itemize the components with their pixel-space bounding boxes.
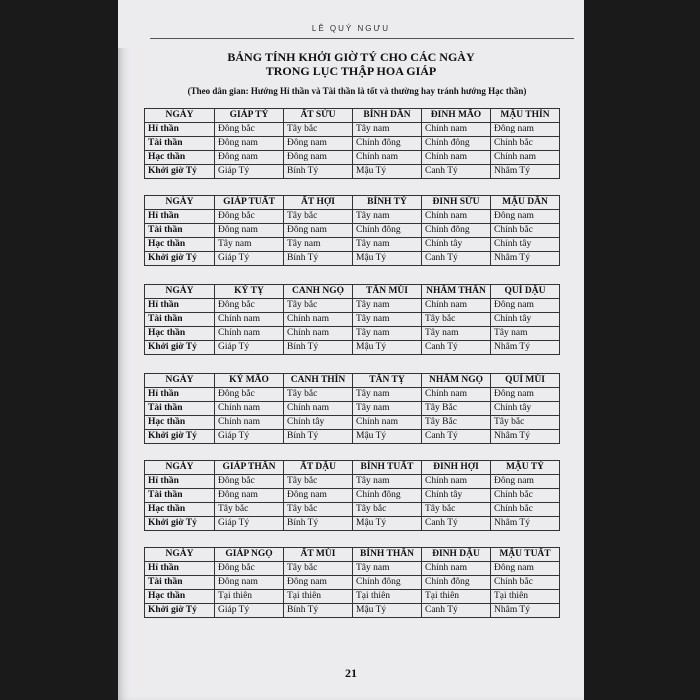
direction-cell: Canh Tý — [422, 604, 491, 618]
direction-cell: Đông nam — [284, 576, 353, 590]
direction-cell: Tây bắc — [284, 123, 353, 137]
row-label: Khởi giờ Tý — [145, 517, 215, 531]
day-header-row — [145, 109, 560, 123]
direction-cell: Bính Tý — [284, 604, 353, 618]
direction-cell: Đông nam — [491, 388, 560, 402]
direction-cell: Giáp Tý — [215, 252, 284, 266]
direction-cell: Chính nam — [215, 313, 284, 327]
day-table — [144, 108, 560, 179]
direction-cell: Tây bắc — [491, 416, 560, 430]
direction-cell: Đông nam — [284, 151, 353, 165]
day-name-cell: BÍNH TÝ — [353, 196, 422, 210]
direction-cell: Đông nam — [215, 224, 284, 238]
day-name-cell: MẬU DẦN — [491, 196, 560, 210]
row-label: Tài thần — [145, 576, 215, 590]
day-table — [144, 547, 560, 618]
direction-cell: Đông nam — [215, 489, 284, 503]
row-label: Hỉ thần — [145, 299, 215, 313]
row-label: Hạc thần — [145, 151, 215, 165]
day-name-cell: ĐINH SỬU — [422, 196, 491, 210]
direction-cell: Đông bắc — [215, 123, 284, 137]
row-label: Hạc thần — [145, 327, 215, 341]
direction-cell: Đông nam — [491, 123, 560, 137]
day-table — [144, 195, 560, 266]
hi-than-row — [145, 562, 560, 576]
direction-cell: Chính nam — [422, 388, 491, 402]
tai-than-row — [145, 402, 560, 416]
row-label: Khởi giờ Tý — [145, 430, 215, 444]
direction-cell: Chính nam — [422, 562, 491, 576]
khoi-gio-ty-row — [145, 165, 560, 179]
direction-cell: Đông nam — [215, 137, 284, 151]
day-name-cell: BÍNH TUẤT — [353, 461, 422, 475]
direction-cell: Chính nam — [422, 151, 491, 165]
row-label: NGÀY — [145, 548, 215, 562]
day-name-cell: GIÁP THÂN — [215, 461, 284, 475]
direction-cell: Chính đông — [353, 224, 422, 238]
day-name-cell: ĐINH MÃO — [422, 109, 491, 123]
direction-cell: Đông nam — [284, 224, 353, 238]
direction-cell: Nhâm Tý — [491, 430, 560, 444]
khoi-gio-ty-row — [145, 341, 560, 355]
row-label: Hạc thần — [145, 416, 215, 430]
direction-cell: Chính tây — [422, 489, 491, 503]
direction-cell: Chính bắc — [491, 224, 560, 238]
direction-cell: Tây nam — [215, 238, 284, 252]
tai-than-row — [145, 489, 560, 503]
row-label: NGÀY — [145, 196, 215, 210]
day-name-cell: CANH NGỌ — [284, 285, 353, 299]
direction-cell: Mậu Tý — [353, 517, 422, 531]
tai-than-row — [145, 137, 560, 151]
direction-cell: Chính nam — [353, 416, 422, 430]
day-table — [144, 460, 560, 531]
row-label: NGÀY — [145, 461, 215, 475]
direction-cell: Canh Tý — [422, 165, 491, 179]
hi-than-row — [145, 210, 560, 224]
row-label: NGÀY — [145, 374, 215, 388]
day-header-row — [145, 196, 560, 210]
direction-cell: Đông nam — [284, 489, 353, 503]
day-name-cell: TÂN MÙI — [353, 285, 422, 299]
day-name-cell: NHÂM NGỌ — [422, 374, 491, 388]
day-name-cell: QUÍ DẬU — [491, 285, 560, 299]
direction-cell: Tây bắc — [284, 210, 353, 224]
day-name-cell: ẤT SỬU — [284, 109, 353, 123]
direction-cell: Nhâm Tý — [491, 341, 560, 355]
day-name-cell: ĐINH HỢI — [422, 461, 491, 475]
direction-cell: Canh Tý — [422, 517, 491, 531]
direction-cell: Chính bắc — [491, 503, 560, 517]
hac-than-row — [145, 416, 560, 430]
direction-cell: Tây nam — [491, 327, 560, 341]
direction-cell: Chính tây — [284, 416, 353, 430]
direction-cell: Tây nam — [353, 388, 422, 402]
direction-cell: Bính Tý — [284, 517, 353, 531]
title-line-2: TRONG LỤC THẬP HOA GIÁP — [265, 64, 437, 78]
direction-cell: Tây Bắc — [422, 416, 491, 430]
direction-cell: Tây bắc — [284, 299, 353, 313]
direction-cell: Chính nam — [284, 313, 353, 327]
direction-cell: Tại thiên — [215, 590, 284, 604]
hac-than-row — [145, 238, 560, 252]
direction-cell: Tây nam — [353, 562, 422, 576]
day-name-cell: MẬU TUẤT — [491, 548, 560, 562]
hi-than-row — [145, 299, 560, 313]
header-rule — [150, 38, 574, 39]
day-name-cell: MẬU TÝ — [491, 461, 560, 475]
row-label: Tài thần — [145, 402, 215, 416]
direction-cell: Chính tây — [491, 313, 560, 327]
row-label: Hỉ thần — [145, 123, 215, 137]
direction-cell: Chính nam — [215, 416, 284, 430]
direction-cell: Giáp Tý — [215, 430, 284, 444]
direction-cell: Canh Tý — [422, 252, 491, 266]
folk-note: (Theo dân gian: Hướng Hỉ thần và Tài thần là tốt và thường hay tránh hướng Hạc thần) — [187, 86, 527, 96]
row-label: Tài thần — [145, 137, 215, 151]
direction-cell: Mậu Tý — [353, 430, 422, 444]
direction-cell: Chính nam — [491, 151, 560, 165]
day-name-cell: ẤT DẬU — [284, 461, 353, 475]
direction-cell: Nhâm Tý — [491, 165, 560, 179]
day-name-cell: GIÁP TÝ — [215, 109, 284, 123]
direction-cell: Đông nam — [491, 475, 560, 489]
direction-cell: Đông nam — [491, 210, 560, 224]
day-name-cell: ẤT HỢI — [284, 196, 353, 210]
row-label: Khởi giờ Tý — [145, 604, 215, 618]
row-label: NGÀY — [145, 109, 215, 123]
direction-cell: Tây nam — [353, 210, 422, 224]
tai-than-row — [145, 313, 560, 327]
direction-cell: Đông nam — [491, 562, 560, 576]
tai-than-row — [145, 576, 560, 590]
direction-cell: Chính đông — [422, 224, 491, 238]
day-table — [144, 373, 560, 444]
row-label: Hạc thần — [145, 590, 215, 604]
tai-than-row — [145, 224, 560, 238]
direction-cell: Chính nam — [215, 327, 284, 341]
day-header-row — [145, 548, 560, 562]
row-label: Hỉ thần — [145, 388, 215, 402]
khoi-gio-ty-row — [145, 252, 560, 266]
direction-cell: Bính Tý — [284, 430, 353, 444]
direction-cell: Giáp Tý — [215, 517, 284, 531]
direction-cell: Tây bắc — [284, 388, 353, 402]
direction-cell: Chính bắc — [491, 576, 560, 590]
direction-cell: Tại thiên — [284, 590, 353, 604]
direction-cell: Chính đông — [353, 576, 422, 590]
direction-cell: Giáp Tý — [215, 604, 284, 618]
row-label: Khởi giờ Tý — [145, 252, 215, 266]
direction-cell: Nhâm Tý — [491, 252, 560, 266]
direction-cell: Tây bắc — [284, 562, 353, 576]
direction-cell: Chính nam — [422, 123, 491, 137]
day-name-cell: GIÁP TUẤT — [215, 196, 284, 210]
direction-cell: Chính bắc — [491, 489, 560, 503]
direction-cell: Tây bắc — [422, 313, 491, 327]
running-head: LÊ QUÝ NGƯU — [311, 24, 391, 33]
page-header — [118, 0, 584, 48]
hac-than-row — [145, 590, 560, 604]
row-label: Hạc thần — [145, 503, 215, 517]
title-line-1: BẢNG TÍNH KHỞI GIỜ TÝ CHO CÁC NGÀY — [227, 50, 475, 64]
day-name-cell: GIÁP NGỌ — [215, 548, 284, 562]
direction-cell: Chính nam — [422, 299, 491, 313]
day-name-cell: MẬU THÌN — [491, 109, 560, 123]
day-header-row — [145, 374, 560, 388]
day-header-row — [145, 285, 560, 299]
direction-cell: Đông bắc — [215, 210, 284, 224]
day-name-cell: NHÂM THÂN — [422, 285, 491, 299]
direction-cell: Tại thiên — [353, 590, 422, 604]
direction-cell: Mậu Tý — [353, 604, 422, 618]
hi-than-row — [145, 123, 560, 137]
day-name-cell: TÂN TỴ — [353, 374, 422, 388]
direction-cell: Bính Tý — [284, 252, 353, 266]
direction-cell: Đông nam — [284, 137, 353, 151]
day-name-cell: KỶ MÃO — [215, 374, 284, 388]
direction-cell: Chính nam — [422, 210, 491, 224]
hi-than-row — [145, 475, 560, 489]
direction-cell: Tây Bắc — [422, 402, 491, 416]
direction-cell: Bính Tý — [284, 341, 353, 355]
row-label: Hỉ thần — [145, 475, 215, 489]
direction-cell: Tây nam — [422, 327, 491, 341]
direction-cell: Canh Tý — [422, 430, 491, 444]
direction-cell: Chính nam — [422, 475, 491, 489]
direction-cell: Giáp Tý — [215, 165, 284, 179]
day-name-cell: BÍNH THÂN — [353, 548, 422, 562]
direction-cell: Tây bắc — [353, 503, 422, 517]
row-label: Khởi giờ Tý — [145, 165, 215, 179]
direction-cell: Tây nam — [353, 238, 422, 252]
direction-cell: Chính tây — [422, 238, 491, 252]
direction-cell: Mậu Tý — [353, 252, 422, 266]
row-label: Hỉ thần — [145, 562, 215, 576]
direction-cell: Tây bắc — [284, 503, 353, 517]
direction-cell: Chính nam — [284, 402, 353, 416]
direction-cell: Canh Tý — [422, 341, 491, 355]
direction-cell: Tây bắc — [215, 503, 284, 517]
direction-cell: Tây nam — [353, 123, 422, 137]
direction-cell: Bính Tý — [284, 165, 353, 179]
row-label: Khởi giờ Tý — [145, 341, 215, 355]
hac-than-row — [145, 503, 560, 517]
direction-cell: Tại thiên — [422, 590, 491, 604]
direction-cell: Đông bắc — [215, 388, 284, 402]
direction-cell: Đông bắc — [215, 475, 284, 489]
direction-cell: Chính đông — [353, 137, 422, 151]
direction-cell: Đông nam — [215, 151, 284, 165]
direction-cell: Chính nam — [215, 402, 284, 416]
direction-cell: Nhâm Tý — [491, 604, 560, 618]
row-label: Tài thần — [145, 224, 215, 238]
page-number: 21 — [345, 666, 357, 680]
khoi-gio-ty-row — [145, 604, 560, 618]
direction-cell: Tây bắc — [422, 503, 491, 517]
khoi-gio-ty-row — [145, 517, 560, 531]
day-header-row — [145, 461, 560, 475]
day-name-cell: ĐINH DẬU — [422, 548, 491, 562]
direction-cell: Tây nam — [353, 313, 422, 327]
direction-cell: Chính tây — [491, 238, 560, 252]
direction-cell: Chính nam — [353, 151, 422, 165]
row-label: NGÀY — [145, 285, 215, 299]
book-page — [118, 0, 584, 700]
day-name-cell: ẤT MÙI — [284, 548, 353, 562]
direction-cell: Chính bắc — [491, 137, 560, 151]
direction-cell: Tây nam — [353, 402, 422, 416]
row-label: Hỉ thần — [145, 210, 215, 224]
khoi-gio-ty-row — [145, 430, 560, 444]
direction-cell: Đông bắc — [215, 299, 284, 313]
direction-cell: Chính đông — [422, 137, 491, 151]
direction-cell: Tại thiên — [491, 590, 560, 604]
day-name-cell: QUÍ MÙI — [491, 374, 560, 388]
direction-cell: Tây nam — [353, 327, 422, 341]
direction-cell: Mậu Tý — [353, 341, 422, 355]
day-table — [144, 284, 560, 355]
direction-cell: Đông nam — [491, 299, 560, 313]
direction-cell: Tây nam — [353, 475, 422, 489]
direction-cell: Tây bắc — [284, 475, 353, 489]
direction-cell: Giáp Tý — [215, 341, 284, 355]
direction-cell: Đông nam — [215, 576, 284, 590]
row-label: Tài thần — [145, 489, 215, 503]
direction-cell: Mậu Tý — [353, 165, 422, 179]
day-name-cell: CANH THÌN — [284, 374, 353, 388]
row-label: Tài thần — [145, 313, 215, 327]
direction-cell: Chính đông — [353, 489, 422, 503]
direction-cell: Chính tây — [491, 402, 560, 416]
hi-than-row — [145, 388, 560, 402]
day-name-cell: KỶ TỴ — [215, 285, 284, 299]
direction-cell: Nhâm Tý — [491, 517, 560, 531]
hac-than-row — [145, 327, 560, 341]
row-label: Hạc thần — [145, 238, 215, 252]
direction-cell: Tây nam — [284, 238, 353, 252]
direction-cell: Đông bắc — [215, 562, 284, 576]
hac-than-row — [145, 151, 560, 165]
direction-cell: Tây nam — [353, 299, 422, 313]
day-name-cell: BÍNH DẦN — [353, 109, 422, 123]
direction-cell: Chính đông — [422, 576, 491, 590]
direction-cell: Chính nam — [284, 327, 353, 341]
